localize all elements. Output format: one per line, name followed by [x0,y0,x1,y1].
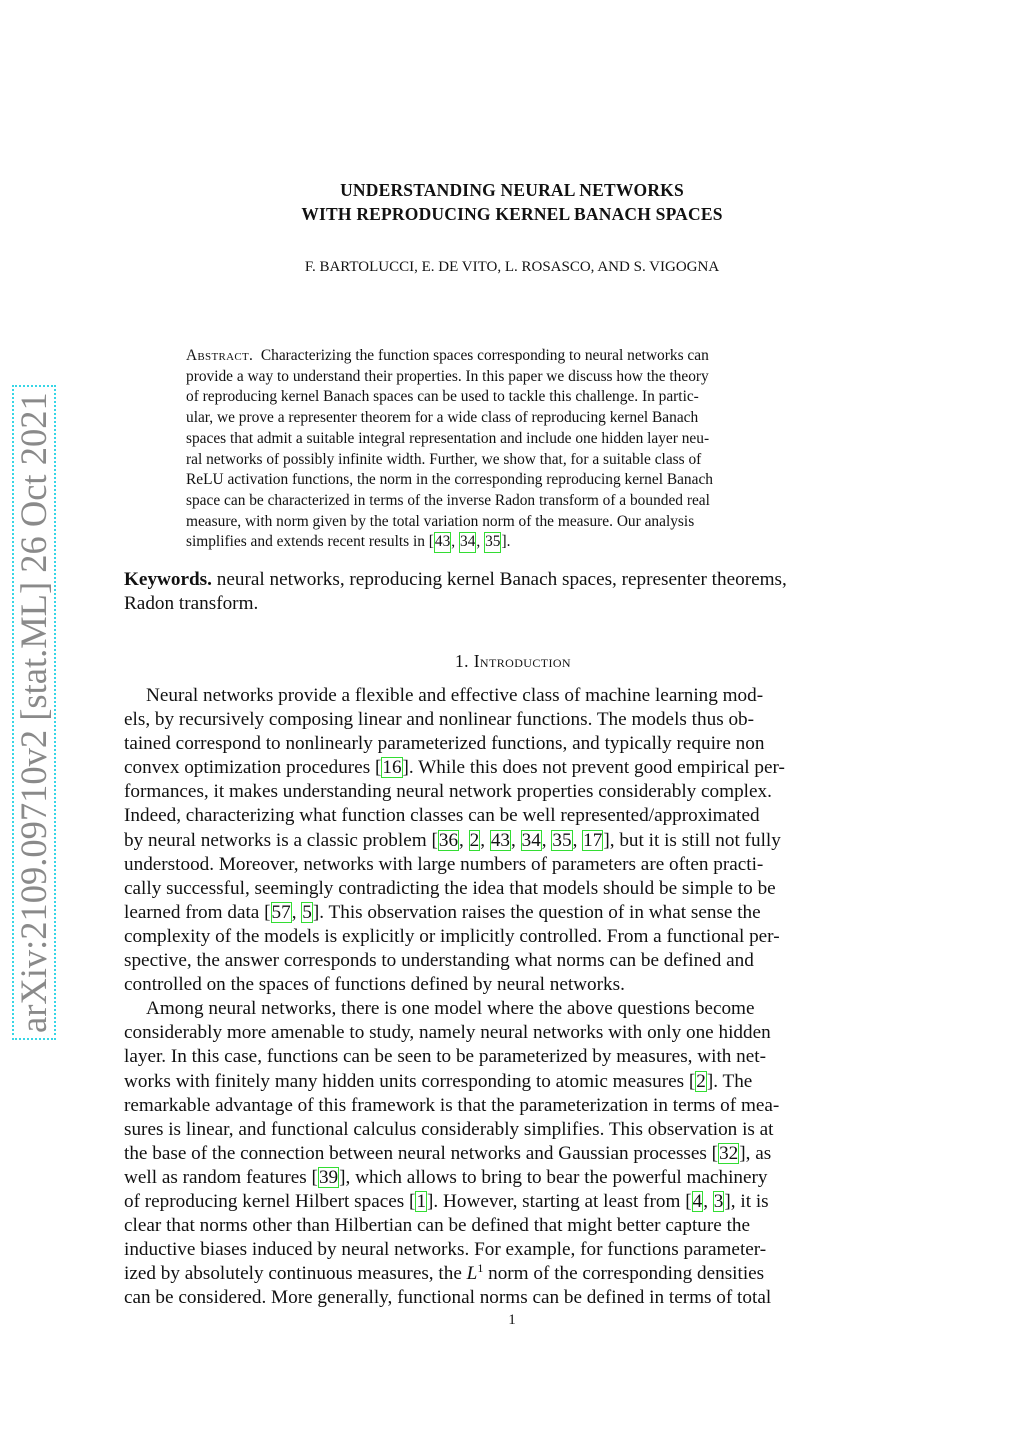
body-text-fragment: well as random features [ [124,1166,318,1188]
citation-link[interactable]: 36 [438,829,459,851]
abstract-text: Characterizing the function spaces corresponding to neural networks can [260,347,709,364]
abstract-line: provide a way to understand their properties. In this paper we discuss how the theory [186,367,709,385]
body-text-fragment: learned from data [ [124,901,271,923]
abstract-line [186,346,840,367]
body-text-fragment: ], which allows to bring to bear the powerful machinery [339,1166,768,1188]
body-text-fragment: ], but it is still not fully [603,829,781,851]
math-superscript: 1 [477,1261,484,1276]
citation-link[interactable]: 43 [434,532,451,553]
citation-link[interactable]: 35 [552,829,572,851]
body-line: of reproducing kernel Hilbert spaces [1]. However, starting at least from [4, 3], it is [124,1190,769,1212]
body-text-fragment: ]. The [706,1070,753,1092]
abstract-line: ReLU activation functions, the norm in the corresponding reproducing kernel Banach [186,471,713,489]
title-line-2: WITH REPRODUCING KERNEL BANACH SPACES [301,204,723,224]
body-line: understood. Moreover, networks with large numbers of parameters are often practi- [124,853,764,875]
body-line: Indeed, characterizing what function classes can be well represented/approximated [124,805,760,827]
abstract-line: ral networks of possibly infinite width. Further, we show that, for a suitable class of [186,450,702,468]
abstract-line: measure, with norm given by the total variation norm of the measure. Our analysis [186,512,695,530]
body-line: learned from data [57, 5]. This observation raises the question of in what sense the [124,901,761,923]
body-line: els, by recursively composing linear and nonlinear functions. The models thus ob- [124,709,755,731]
body-text [124,684,902,1310]
body-line: remarkable advantage of this framework is that the parameterization in terms of mea- [124,1094,780,1116]
citation-link[interactable]: 16 [382,757,402,779]
body-text-fragment: convex optimization procedures [ [124,757,382,779]
citation-link[interactable]: 39 [318,1166,339,1188]
title-line-1: UNDERSTANDING NEURAL NETWORKS [340,180,684,200]
body-line: inductive biases induced by neural networks. For example, for functions parameter- [124,1239,767,1261]
citation-link[interactable]: 34 [521,829,541,851]
section-number: 1. [454,651,469,671]
arxiv-stamp[interactable]: arXiv:2109.09710v2 [stat.ML] 26 Oct 2021 [12,385,56,1040]
body-line: considerably more amenable to study, namely neural networks with only one hidden [124,1022,771,1044]
math-L: L [466,1263,478,1285]
body-text-fragment: ], it is [724,1190,769,1212]
body-line: cally successful, seemingly contradicting the idea that models should be simple to be [124,877,776,899]
body-line: Neural networks provide a flexible and effective class of machine learning mod- [146,685,764,706]
abstract-line: space can be characterized in terms of the inverse Radon transform of a bounded real [186,491,710,509]
citation-link[interactable]: 35 [484,532,501,553]
citation-link[interactable]: 2 [696,1070,706,1092]
body-line: Among neural networks, there is one model where the above questions become [146,998,755,1020]
citation-link[interactable]: 17 [583,829,603,851]
abstract-line: ular, we prove a representer theorem for a wide class of reproducing kernel Banach [186,409,699,427]
body-line [124,1142,902,1166]
keywords-label: Keywords. [124,569,212,590]
body-line: by neural networks is a classic problem [36, 2, 43, 34, 35, 17], but it is still not fully [124,829,781,851]
keywords [124,568,902,616]
body-text-fragment: ]. While this does not prevent good empirical per- [402,757,785,779]
section-heading [124,650,902,672]
body-line [124,1070,902,1094]
body-text-fragment: ]. However, starting at least from [ [427,1190,692,1212]
citation-link[interactable]: 43 [490,829,510,851]
body-line: spective, the answer corresponds to understanding what norms can be defined and [124,950,754,972]
body-text-fragment: works with finitely many hidden units corresponding to atomic measures [ [124,1070,696,1092]
keywords-line: Radon transform. [124,593,259,614]
abstract-line: simplifies and extends recent results in [ 43 , 34 , 35 ]. [186,532,840,553]
body-text-fragment: ], as [739,1142,772,1164]
body-line: can be considered. More generally, functional norms can be defined in terms of total [124,1287,772,1309]
citation-link[interactable]: 34 [459,532,476,553]
body-line: formances, it makes understanding neural network properties considerably complex. [124,781,772,803]
citation-link[interactable]: 2 [469,829,480,851]
abstract-line: of reproducing kernel Banach spaces can be used to tackle this challenge. In partic- [186,388,699,406]
body-line [124,756,902,780]
body-text-fragment: ized by absolutely continuous measures, the [124,1263,467,1285]
body-line: tained correspond to nonlinearly parameterized functions, and typically require non [124,733,765,755]
body-line: layer. In this case, functions can be seen to be parameterized by measures, with net- [124,1046,767,1068]
abstract [186,346,840,553]
abstract-line: spaces that admit a suitable integral representation and include one hidden layer neu- [186,429,710,447]
keywords-text: neural networks, reproducing kernel Banach spaces, representer theorems, [216,569,787,590]
citation-link[interactable]: 32 [719,1142,739,1164]
abstract-text: ]. [501,533,511,551]
body-line: clear that norms other than Hilbertian can be defined that might better capture the [124,1215,751,1237]
body-text-fragment: of reproducing kernel Hilbert spaces [ [124,1190,416,1212]
paper-title [124,178,900,226]
author-list: F. BARTOLUCCI, E. DE VITO, L. ROSASCO, AND S. VIGOGNA [304,259,720,275]
citation-link[interactable]: 1 [416,1190,427,1212]
body-line [124,1166,902,1190]
body-line: sures is linear, and functional calculus considerably simplifies. This observation is at [124,1118,774,1140]
body-text-fragment: the base of the connection between neural networks and Gaussian processes [ [124,1142,719,1164]
abstract-label: Abstract. [186,347,254,364]
page-number: 1 [508,1312,516,1328]
body-line: controlled on the spaces of functions defined by neural networks. [124,974,625,996]
keywords-line [124,568,902,592]
body-line: complexity of the models is explicitly or implicitly controlled. From a functional per- [124,925,780,947]
citation-link[interactable]: 57 [271,901,291,923]
section-title: Introduction [473,651,571,671]
body-text-fragment: by neural networks is a classic problem [ [124,829,438,851]
citation-link[interactable]: 5 [302,901,312,923]
citation-link[interactable]: 3 [713,1190,724,1212]
citation-link[interactable]: 4 [692,1190,703,1212]
body-text-fragment: norm of the corresponding densities [483,1263,765,1285]
body-text-fragment: ]. This observation raises the question of in what sense the [312,901,761,923]
body-line [124,1262,902,1286]
abstract-text: simplifies and extends recent results in [ [186,533,434,551]
